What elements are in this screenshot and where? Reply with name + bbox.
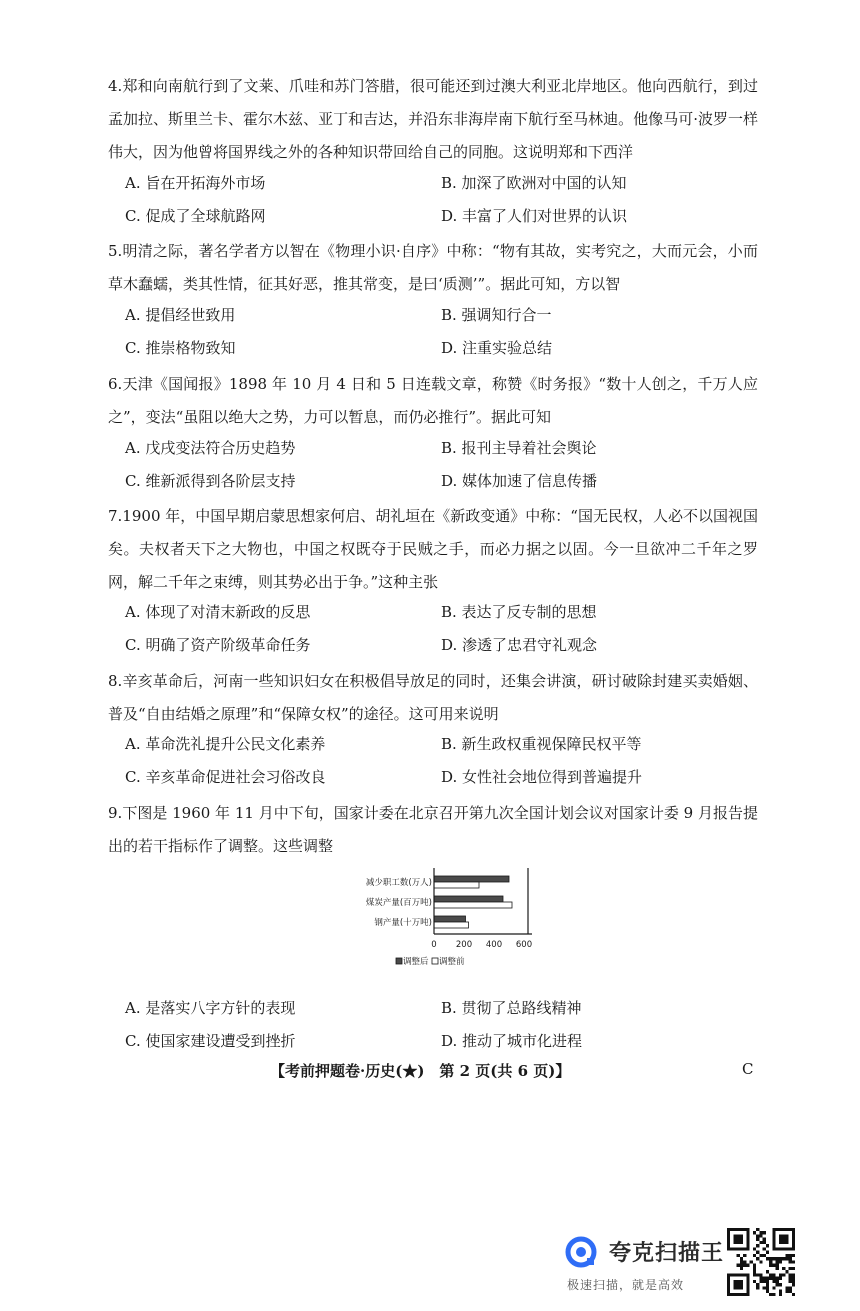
option-d[interactable]: D. 渗透了忠君守礼观念 (441, 636, 598, 654)
chart-x-tick-label: 200 (455, 940, 473, 950)
qr-code-icon (727, 1228, 795, 1296)
question-6 (108, 368, 758, 434)
brand-name: 夸克扫描王 (609, 1241, 725, 1266)
option-c[interactable]: C. 使国家建设遭受到挫折 (125, 1032, 296, 1050)
option-b[interactable]: B. 贯彻了总路线精神 (441, 999, 582, 1017)
option-a[interactable]: A. 旨在开拓海外市场 (125, 174, 266, 192)
option-d[interactable]: D. 推动了城市化进程 (441, 1032, 583, 1050)
chart-x-tick-label: 0 (431, 940, 437, 950)
chart-legend-swatch (432, 958, 438, 964)
option-b[interactable]: B. 强调知行合一 (441, 306, 552, 324)
question-stem: 4.郑和向南航行到了文莱、爪哇和苏门答腊，很可能还到过澳大利亚北岸地区。他向西航行，到过孟加拉、斯里兰卡、霍尔木兹、亚丁和吉达，并沿东非海岸南下航行至马林迪。他像马可·波罗一样伟大，因为他曾将国界线之外的各种知识带回给自己的同胞。这说明郑和下西洋 (108, 77, 758, 161)
chart-bar-after (434, 916, 466, 922)
option-b[interactable]: B. 报刊主导着社会舆论 (441, 439, 597, 457)
adjustment-bar-chart (320, 866, 540, 981)
option-c[interactable]: C. 推崇格物致知 (125, 339, 236, 357)
chart-legend-label: 调整后 (403, 957, 429, 967)
footer-letter: C (742, 1060, 754, 1078)
page-footer (0, 1060, 860, 1084)
footer-text: 【考前押题卷·历史(★) 第 2 页(共 6 页)】 (270, 1062, 571, 1080)
chart-bar-before (434, 902, 512, 908)
chart-bar-before (434, 882, 479, 888)
option-b[interactable]: B. 表达了反专制的思想 (441, 603, 597, 621)
chart-legend-swatch (396, 958, 402, 964)
option-d[interactable]: D. 媒体加速了信息传播 (441, 472, 598, 490)
option-a[interactable]: A. 提倡经世致用 (125, 306, 236, 324)
chart-x-tick-label: 400 (485, 940, 503, 950)
question-stem: 5.明清之际，著名学者方以智在《物理小识·自序》中称：“物有其故，实考究之，大而元会，小而草木蠢蠕，类其性情，征其好恶，推其常变，是曰‘质测’”。据此可知，方以智 (108, 242, 758, 293)
question-4 (108, 70, 758, 169)
chart-category-label: 减少职工数(万人) (365, 878, 432, 888)
chart-x-tick-label: 600 (515, 940, 533, 950)
option-c[interactable]: C. 辛亥革命促进社会习俗改良 (125, 768, 326, 786)
chart-category-label: 煤炭产量(百万吨) (365, 898, 432, 908)
option-d[interactable]: D. 丰富了人们对世界的认识 (441, 207, 628, 225)
option-a[interactable]: A. 革命洗礼提升公民文化素养 (125, 735, 326, 753)
chart-bar-after (434, 876, 509, 882)
brand-slogan: 极速扫描，就是高效 (567, 1278, 685, 1292)
question-stem: 9.下图是 1960 年 11 月中下旬，国家计委在北京召开第九次全国计划会议对国家计委 9 月报告提出的若干指标作了调整。这些调整 (108, 804, 758, 855)
option-d[interactable]: D. 女性社会地位得到普遍提升 (441, 768, 643, 786)
question-8 (108, 665, 758, 731)
option-d[interactable]: D. 注重实验总结 (441, 339, 553, 357)
scanner-brand (565, 1232, 725, 1294)
option-a[interactable]: A. 是落实八字方针的表现 (125, 999, 296, 1017)
chart-bar-after (434, 896, 503, 902)
question-5 (108, 235, 758, 301)
option-a[interactable]: A. 戊戌变法符合历史趋势 (125, 439, 296, 457)
option-a[interactable]: A. 体现了对清末新政的反思 (125, 603, 311, 621)
chart-bar-before (434, 922, 469, 928)
option-c[interactable]: C. 促成了全球航路网 (125, 207, 266, 225)
chart-category-label: 钢产量(十万吨) (374, 918, 432, 928)
question-7 (108, 500, 758, 599)
option-c[interactable]: C. 明确了资产阶级革命任务 (125, 636, 311, 654)
question-stem: 6.天津《国闻报》1898 年 10 月 4 日和 5 日连载文章，称赞《时务报》“数十人创之，千万人应之”，变法“虽阻以绝大之势，力可以暂息，而仍必推行”。据此可知 (108, 375, 758, 426)
option-b[interactable]: B. 新生政权重视保障民权平等 (441, 735, 642, 753)
quark-logo-icon (565, 1236, 597, 1268)
option-b[interactable]: B. 加深了欧洲对中国的认知 (441, 174, 627, 192)
question-9 (108, 797, 758, 863)
option-c[interactable]: C. 维新派得到各阶层支持 (125, 472, 296, 490)
chart-legend-label: 调整前 (439, 957, 465, 967)
question-stem: 8.辛亥革命后，河南一些知识妇女在积极倡导放足的同时，还集会讲演，研讨破除封建买卖婚姻、普及“自由结婚之原理”和“保障女权”的途径。这可用来说明 (108, 672, 758, 723)
question-stem: 7.1900 年，中国早期启蒙思想家何启、胡礼垣在《新政变通》中称：“国无民权，人必不以国视国矣。夫权者天下之大物也，中国之权既夺于民贼之手，而必力据之以固。今一旦欲冲二千年之罗网，解二千年之束缚，则其势必出于争。”这种主张 (108, 507, 758, 591)
